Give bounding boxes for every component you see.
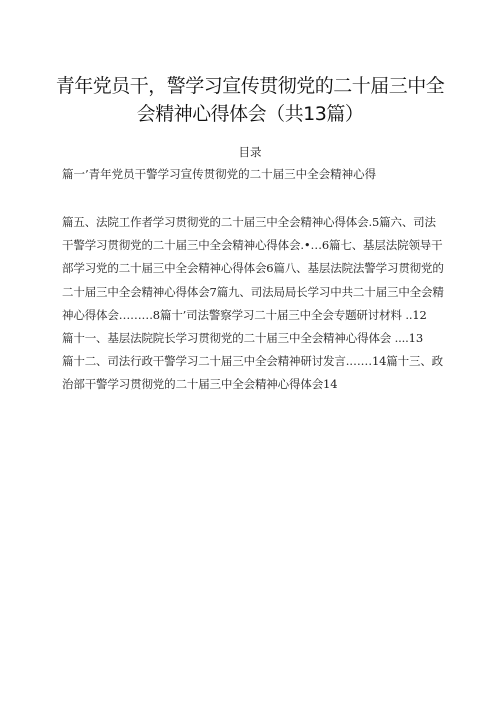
toc-line: 干警学习贯彻党的二十届三中全会精神心得体会.•…6篇七、基层法院领导干 xyxy=(62,238,443,253)
toc-line: 部学习党的二十届三中全会精神心得体会6篇八、基层法院法警学习贯彻党的 xyxy=(62,261,444,276)
toc-line: 篇五、法院工作者学习贯彻党的二十届三中全会精神心得体会.5篇六、司法 xyxy=(62,215,436,229)
toc-heading: 目录 xyxy=(238,145,262,159)
title-line-1: 青年党员干，警学习宣传贯彻党的二十届三中全 xyxy=(55,75,445,97)
toc-line: 篇十一、基层法院院长学习贯彻党的二十届三中全会精神心得体会 ....13 xyxy=(62,331,424,346)
toc-line: 神心得体会………8篇十’司法警察学习二十届三中全会专题研讨材料 ..12 xyxy=(62,307,427,322)
title-line-2: 会精神心得体会（共13篇） xyxy=(136,103,364,125)
toc-line: 治部干警学习贯彻党的二十届三中全会精神心得体会14 xyxy=(62,377,338,392)
toc-entry-first: 篇一’青年党员干警学习宣传贯彻党的二十届三中全会精神心得 xyxy=(62,167,377,181)
toc-body xyxy=(62,211,442,397)
toc-line: 篇十二、司法行政干警学习二十届三中全会精神研讨发言.……14篇十三、政 xyxy=(62,354,444,369)
toc-line: 二十届三中全会精神心得体会7篇九、司法局局长学习中共二十届三中全会精 xyxy=(62,284,444,299)
document-title xyxy=(40,72,460,128)
